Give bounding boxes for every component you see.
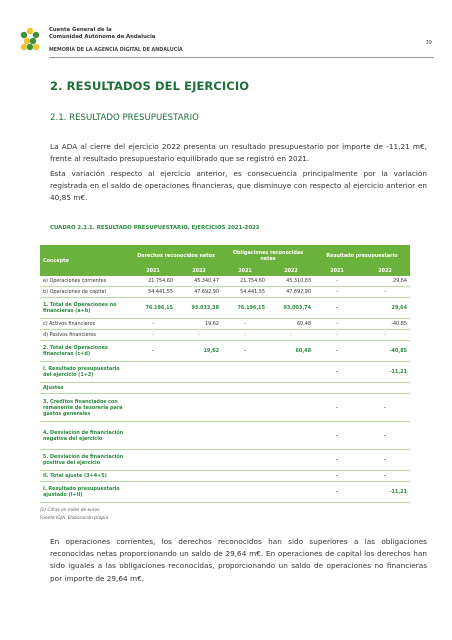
cell-value: - — [360, 330, 410, 341]
year-header: 2022 — [268, 266, 314, 276]
section-subtitle: 2.1. RESULTADO PRESUPUESTARIO — [50, 113, 199, 123]
year-header: 2021 — [130, 266, 176, 276]
cell-value: - — [222, 341, 268, 362]
cell-value — [130, 482, 176, 503]
cell-value — [314, 383, 360, 394]
cell-value — [222, 422, 268, 450]
col-concepto: Concepto — [40, 245, 130, 276]
cell-value: 19,62 — [176, 341, 222, 362]
cell-value — [268, 383, 314, 394]
cell-value — [268, 450, 314, 471]
col-group-resultado: Resultado presupuestario — [314, 245, 410, 266]
cell-value — [176, 450, 222, 471]
row-label: 1. Total de Operaciones no financieras (a+b) — [40, 298, 130, 319]
cell-value: 47.692,90 — [268, 287, 314, 298]
table-row — [40, 482, 410, 503]
row-label: 5. Desviación de financiación positiva del ejercicio — [40, 450, 130, 471]
cell-value — [222, 471, 268, 482]
cell-value — [176, 471, 222, 482]
cell-value: - — [314, 298, 360, 319]
cell-value: 60,48 — [268, 341, 314, 362]
cell-value: -11,21 — [360, 482, 410, 503]
cell-value — [130, 362, 176, 383]
table-row — [40, 319, 410, 330]
cell-value: - — [314, 319, 360, 330]
table-header-row — [40, 245, 410, 266]
cell-value: - — [314, 422, 360, 450]
header-divider — [49, 57, 434, 58]
paragraph-1: La ADA al cierre del ejercicio 2022 presenta un resultado presupuestario por importe de -11,21 m€, frente al resultado presupuestario equilibrado que se registró en 2021. — [50, 142, 427, 164]
row-label: Ajustes — [40, 383, 130, 394]
cell-value: 47.692,90 — [176, 287, 222, 298]
table-row — [40, 450, 410, 471]
table-row — [40, 394, 410, 422]
cell-value: - — [314, 276, 360, 287]
cell-value: - — [360, 394, 410, 422]
table-row — [40, 471, 410, 482]
row-label: c) Activos financieros — [40, 319, 130, 330]
cell-value — [360, 383, 410, 394]
cell-value — [176, 362, 222, 383]
table-row — [40, 362, 410, 383]
cell-value — [176, 383, 222, 394]
org-line-2: Comunidad Autónoma de Andalucía — [49, 34, 156, 40]
cell-value: - — [360, 287, 410, 298]
table-row — [40, 422, 410, 450]
table-row — [40, 287, 410, 298]
cell-value — [176, 394, 222, 422]
cell-value: - — [130, 341, 176, 362]
cell-value: - — [314, 450, 360, 471]
cell-value: - — [314, 394, 360, 422]
page-number: 39 — [425, 40, 432, 46]
cell-value: -40,85 — [360, 341, 410, 362]
cell-value — [176, 422, 222, 450]
cell-value: 76.196,15 — [222, 298, 268, 319]
cell-value — [268, 362, 314, 383]
cell-value: - — [360, 450, 410, 471]
cell-value: - — [360, 422, 410, 450]
table-row — [40, 330, 410, 341]
table-row — [40, 276, 410, 287]
cell-value: - — [314, 471, 360, 482]
cell-value: 54.441,55 — [222, 287, 268, 298]
paragraph-3: En operaciones corrientes, los derechos reconocidos han sido superiores a las obligaciones reconocidas netas proporcionando un saldo de 29,64 m€. En operaciones de capital los derechos han sido iguales a las obligaciones reconocidas, proporcionando un saldo de operaciones no financieras por importe de 29,64 m€. — [50, 537, 427, 583]
table-caption: CUADRO 2.1.1. RESULTADO PRESUPUESTARIO. EJERCICIOS 2021-2022 — [50, 225, 260, 231]
cell-value: 45.310,83 — [268, 276, 314, 287]
cell-value: 21.754,60 — [130, 276, 176, 287]
table-body — [40, 276, 410, 503]
cell-value: - — [130, 330, 176, 341]
cell-value — [222, 450, 268, 471]
org-line-1: Cuenta General de la — [49, 27, 112, 33]
cell-value — [268, 422, 314, 450]
row-label: b) Operaciones de capital — [40, 287, 130, 298]
cell-value — [130, 394, 176, 422]
cell-value — [222, 362, 268, 383]
cell-value: - — [314, 330, 360, 341]
section-title: MEMORIA DE LA AGENCIA DIGITAL DE ANDALUCÍA — [49, 48, 183, 53]
year-header: 2022 — [360, 266, 410, 276]
cell-value: 76.196,15 — [130, 298, 176, 319]
cell-value — [222, 383, 268, 394]
cell-value — [268, 471, 314, 482]
cell-value: 29,64 — [360, 276, 410, 287]
row-label: I. Resultado presupuestario del ejercicio (1+2) — [40, 362, 130, 383]
page-title: 2. RESULTADOS DEL EJERCICIO — [50, 79, 250, 93]
cell-value: 93.033,38 — [176, 298, 222, 319]
cell-value: 60,48 — [268, 319, 314, 330]
table-row — [40, 298, 410, 319]
cell-value: - — [314, 362, 360, 383]
cell-value: - — [314, 482, 360, 503]
cell-value — [268, 394, 314, 422]
page-header — [18, 22, 434, 62]
cell-value: 19,62 — [176, 319, 222, 330]
cell-value: - — [130, 319, 176, 330]
cell-value — [130, 383, 176, 394]
row-label: d) Pasivos financieros — [40, 330, 130, 341]
row-label: a) Operaciones corrientes — [40, 276, 130, 287]
cell-value: 45.340,47 — [176, 276, 222, 287]
cell-value — [222, 394, 268, 422]
junta-andalucia-logo-icon — [18, 26, 46, 54]
budget-result-table — [40, 245, 410, 503]
row-label: I. Resultado presupuestario ajustado (I+II) — [40, 482, 130, 503]
row-label: 2. Total de Operaciones financieras (c+d) — [40, 341, 130, 362]
cell-value — [176, 482, 222, 503]
cell-value: - — [176, 330, 222, 341]
paragraph-2: Esta variación respecto al ejercicio anterior, es consecuencia principalmente por la variación registrada en el saldo de operaciones financieras, que disminuye con respecto al ejercicio anterior en 40,85 m€. — [50, 169, 427, 203]
cell-value: - — [360, 471, 410, 482]
cell-value: -11,21 — [360, 362, 410, 383]
year-header: 2021 — [222, 266, 268, 276]
cell-value: 29,64 — [360, 298, 410, 319]
cell-value — [222, 482, 268, 503]
cell-value: 93.003,74 — [268, 298, 314, 319]
note-source: Fuente IGJA. Elaboración propia — [40, 516, 108, 521]
table-row — [40, 383, 410, 394]
year-header: 2021 — [314, 266, 360, 276]
row-label: 4. Desviación de financiación negativa del ejercicio — [40, 422, 130, 450]
col-group-obligaciones: Obligaciones reconocidas netas — [222, 245, 314, 266]
table-notes — [40, 507, 108, 523]
row-label: II. Total ajuste (3+4+5) — [40, 471, 130, 482]
cell-value: - — [222, 319, 268, 330]
year-header: 2022 — [176, 266, 222, 276]
cell-value — [130, 422, 176, 450]
cell-value — [130, 471, 176, 482]
note-units: (1) Cifras en miles de euros — [40, 508, 100, 513]
cell-value: - — [314, 287, 360, 298]
cell-value: - — [222, 330, 268, 341]
cell-value — [130, 450, 176, 471]
cell-value: - — [268, 330, 314, 341]
col-group-derechos: Derechos reconocidos netos — [130, 245, 222, 266]
cell-value — [268, 482, 314, 503]
row-label: 3. Créditos financiados con remanente de tesorería para gastos generales — [40, 394, 130, 422]
cell-value: - — [314, 341, 360, 362]
cell-value: 54.441,55 — [130, 287, 176, 298]
cell-value: -40,85 — [360, 319, 410, 330]
table-row — [40, 341, 410, 362]
cell-value: 21.754,60 — [222, 276, 268, 287]
